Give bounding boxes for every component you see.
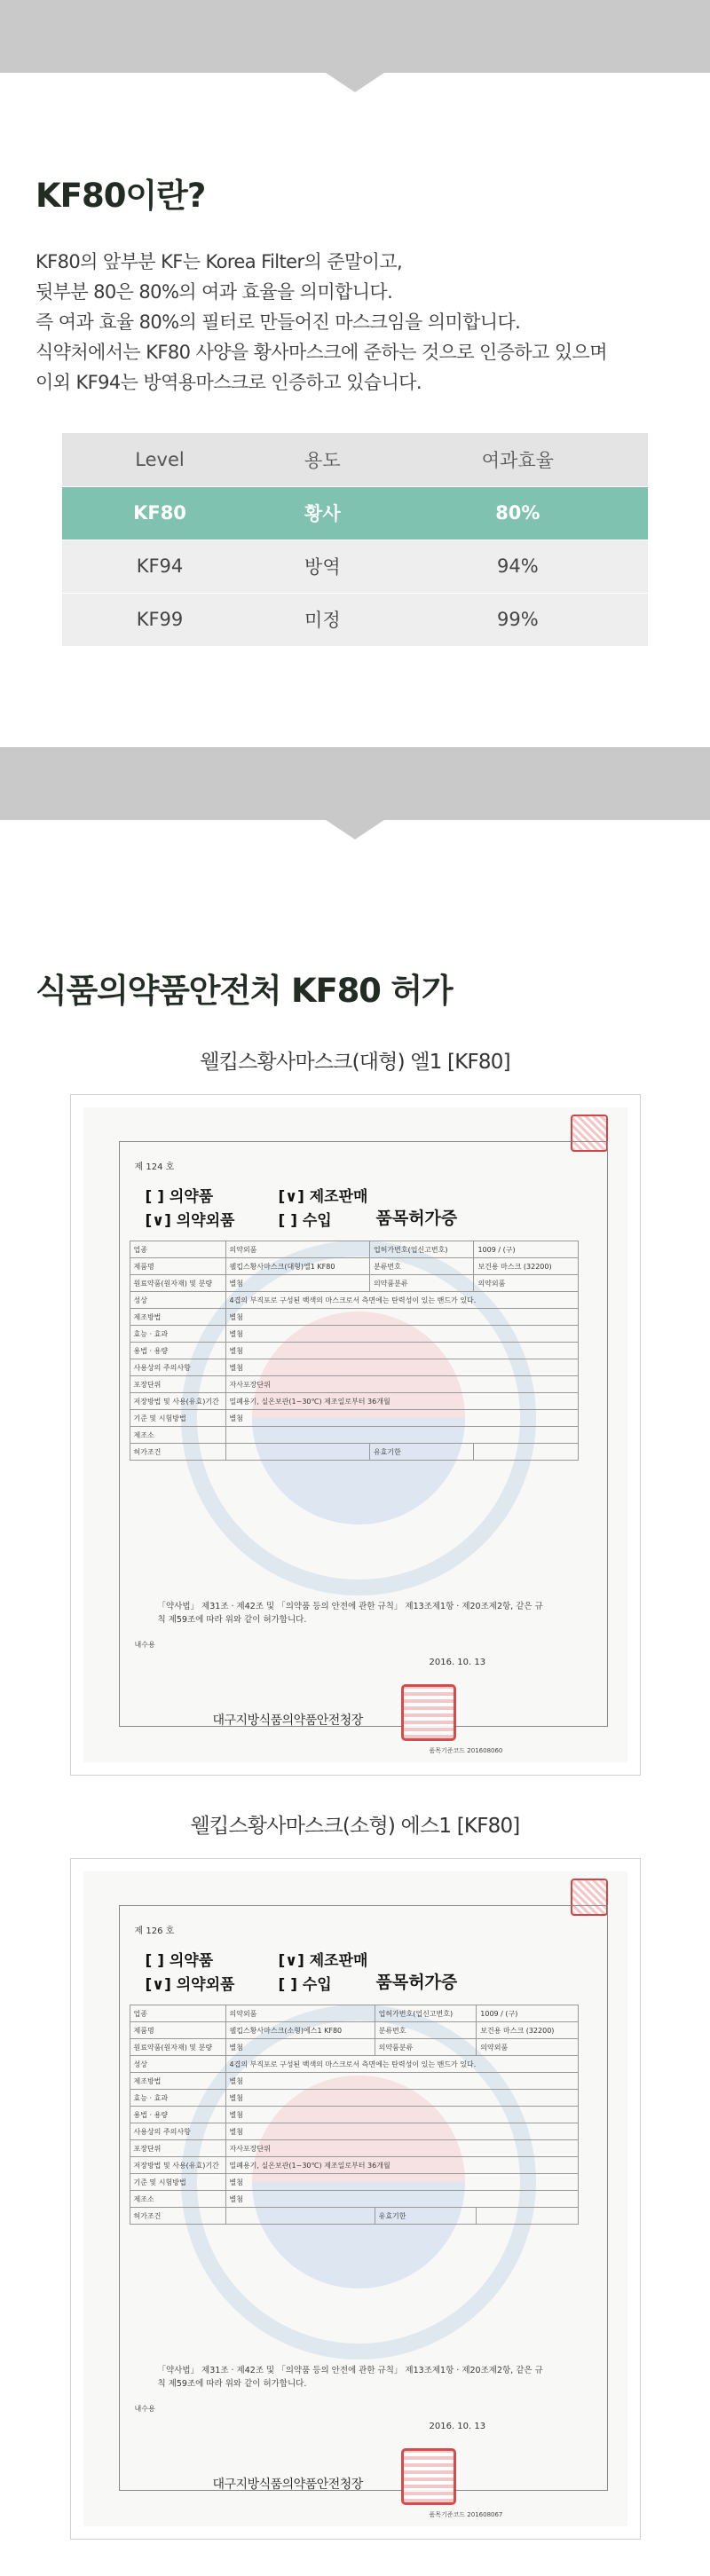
certificate-field-value (474, 1444, 578, 1461)
header-efficiency: 여과효율 (388, 433, 648, 486)
bottom-spacer (0, 2540, 710, 2566)
document-title: 품목허가증 (375, 1973, 458, 1992)
cell-level: KF80 (62, 486, 257, 540)
header-level: Level (62, 433, 257, 486)
certificate-field-value: 자사포장단위 (225, 2140, 578, 2157)
kf80-info-section (0, 73, 710, 747)
cell-efficiency: 80% (388, 486, 648, 540)
certificate-field-value (225, 1444, 369, 1461)
certificate-row (130, 1258, 578, 1275)
table-row-kf80 (62, 486, 648, 540)
cell-efficiency: 94% (388, 540, 648, 593)
certificate-field-label: 업종 (130, 2005, 225, 2022)
certificate-caption: 웰킵스황사마스크(소형) 에스1 [KF80] (190, 1815, 520, 1838)
certificate-field-label: 효능 · 효과 (130, 2090, 225, 2107)
official-stamp (401, 2448, 456, 2505)
certificate-field-value: 별첨 (225, 1309, 578, 1326)
certificate-field-value: 밀폐용기, 실온보관(1~30℃) 제조일로부터 36개월 (225, 2157, 578, 2174)
legal-text: 「약사법」 제31조 · 제42조 및 「의약품 등의 안전에 관한 규칙」 제13조제1항 · 제20조제2항, 같은 규칙 제59조에 따라 위와 같이 허가합니다. (157, 1602, 543, 1625)
certificate-field-value: 별첨 (225, 1359, 578, 1376)
certificate-frame (70, 1858, 641, 2540)
certificate-field-label: 성상 (130, 2056, 225, 2073)
check-item: [∨] 의약외품 (145, 1976, 235, 1994)
cell-use: 미정 (257, 593, 388, 646)
certificate-field-label: 용법 · 용량 (130, 1343, 225, 1359)
certificate-row (130, 1427, 578, 1444)
middle-divider-band (0, 747, 710, 820)
certificate-row (130, 1309, 578, 1326)
certificate-row (130, 2090, 578, 2107)
certificate-field-value: 의약외품 (477, 2039, 578, 2056)
certificate-field-label: 업종 (130, 1241, 225, 1258)
domestic-use-label: 내수용 (134, 1641, 155, 1649)
document-number: 제 126 호 (134, 1926, 175, 1936)
certificate-row (130, 1343, 578, 1359)
table-row-kf99 (62, 593, 648, 646)
certificate-field-label: 용법 · 용량 (130, 2107, 225, 2123)
certificate-row (130, 1410, 578, 1427)
certificate-field-value: 4겹의 부직포로 구성된 백색의 마스크로서 측면에는 탄력성이 있는 밴드가 있다. (225, 1292, 578, 1309)
certificate-document (83, 1871, 627, 2526)
approval-section (0, 820, 710, 2566)
certificate-row (130, 2039, 578, 2056)
intro-line: 즉 여과 효율 80%의 필터로 만들어진 마스크임을 의미합니다. (36, 311, 521, 333)
certificate-row (130, 2140, 578, 2157)
certificate-row (130, 1241, 578, 1258)
certificate-row (130, 1292, 578, 1309)
certificate-field-label: 사용상의 주의사항 (130, 2123, 225, 2140)
certificate-field-value: 별첨 (225, 2123, 578, 2140)
issue-date: 2016. 10. 13 (429, 2422, 486, 2431)
certificate-field-value: 별첨 (225, 2039, 375, 2056)
certificate-row (130, 1326, 578, 1343)
certificate-field-value: 밀폐용기, 실온보관(1~30℃) 제조일로부터 36개월 (225, 1393, 578, 1410)
certificate-row (130, 1359, 578, 1376)
certificate-field-value: 의약외품 (225, 1241, 369, 1258)
certificate-field-label: 제조방법 (130, 2073, 225, 2090)
kf-level-table (62, 433, 648, 647)
certificate-field-label: 원료약품(원자재) 및 분량 (130, 2039, 225, 2056)
certificate-row (130, 2157, 578, 2174)
cell-use: 황사 (257, 486, 388, 540)
certificate-table (130, 2005, 579, 2225)
certificate-field-value: 별첨 (225, 1326, 578, 1343)
certificate-row (130, 2208, 578, 2225)
issue-date: 2016. 10. 13 (429, 1658, 486, 1667)
certificate-row (130, 1376, 578, 1393)
certificate-field-label: 효능 · 효과 (130, 1326, 225, 1343)
certificate-field-label: 기준 및 시험방법 (130, 2174, 225, 2191)
check-item: [ ] 의약품 (145, 1188, 214, 1206)
item-code: 품목기준코드 201608067 (429, 2511, 503, 2518)
item-code: 품목기준코드 201608060 (429, 1747, 503, 1754)
certificate-field-value: 별첨 (225, 2107, 578, 2123)
category-checks (146, 1950, 368, 1997)
certificate-row (130, 2191, 578, 2208)
certificate-row (130, 2123, 578, 2140)
certificate-field-value: 웰킵스황사마스크(대형)엘1 KF80 (225, 1258, 369, 1275)
domestic-use-label: 내수용 (134, 2405, 155, 2413)
certificate-field-label: 의약품분류 (375, 2039, 477, 2056)
section-title: KF80이란? (36, 177, 206, 215)
certificate-field-label: 원료약품(원자재) 및 분량 (130, 1275, 225, 1292)
certificate-field-value: 별첨 (225, 1343, 578, 1359)
certificate-field-value: 별첨 (225, 2191, 578, 2208)
certificate-field-value: 별첨 (225, 2174, 578, 2191)
certificate-field-label: 저장방법 및 사용(유효)기간 (130, 1393, 225, 1410)
certificate-field-value: 웰킵스황사마스크(소형)에스1 KF80 (225, 2022, 375, 2039)
approval-title: 식품의약품안전처 KF80 허가 (36, 972, 453, 1010)
certificate-field-label: 제조소 (130, 1427, 225, 1444)
check-item: [ ] 의약품 (145, 1952, 214, 1970)
check-item: [ ] 수입 (278, 1212, 332, 1230)
certificate-row (130, 2073, 578, 2090)
certificate-field-label: 제조소 (130, 2191, 225, 2208)
table-header-row (62, 433, 648, 486)
certificate-field-label: 분류번호 (375, 2022, 477, 2039)
certificate-field-label: 허가조건 (130, 2208, 225, 2225)
certificate-field-label: 포장단위 (130, 2140, 225, 2157)
certificate-field-value: 의약외품 (225, 2005, 375, 2022)
cell-use: 방역 (257, 540, 388, 593)
intro-line: 이외 KF94는 방역용마스크로 인증하고 있습니다. (36, 372, 422, 393)
check-item: [∨] 의약외품 (145, 1212, 235, 1230)
legal-text: 「약사법」 제31조 · 제42조 및 「의약품 등의 안전에 관한 규칙」 제13조제1항 · 제20조제2항, 같은 규칙 제59조에 따라 위와 같이 허가합니다. (157, 2366, 543, 2389)
certificate-field-label: 분류번호 (369, 1258, 474, 1275)
certificate-field-label: 기준 및 시험방법 (130, 1410, 225, 1427)
certificate-caption: 웰킵스황사마스크(대형) 엘1 [KF80] (200, 1051, 510, 1074)
certificate-field-label: 업허가번호(업신고번호) (369, 1241, 474, 1258)
top-divider-band (0, 0, 710, 73)
certificate-field-value (225, 1427, 578, 1444)
certificate-field-value: 별첨 (225, 2090, 578, 2107)
certificate-row (130, 2107, 578, 2123)
certificate-field-value: 자사포장단위 (225, 1376, 578, 1393)
intro-line: KF80의 앞부분 KF는 Korea Filter의 준말이고, (36, 251, 403, 272)
certificate-field-value: 별첨 (225, 2073, 578, 2090)
certificate-row (130, 2056, 578, 2073)
table-row-kf94 (62, 540, 648, 593)
check-item: [∨] 제조판매 (278, 1188, 368, 1206)
certificate-row (130, 1444, 578, 1461)
certificate-field-label: 유효기한 (369, 1444, 474, 1461)
certificate-field-value: 1009 / (구) (477, 2005, 578, 2022)
certificate-field-value: 의약외품 (474, 1275, 578, 1292)
certificate-field-label: 제조방법 (130, 1309, 225, 1326)
document-number: 제 124 호 (134, 1162, 175, 1172)
certificate-row (130, 1393, 578, 1410)
cell-level: KF99 (62, 593, 257, 646)
certificate-field-value: 4겹의 부직포로 구성된 백색의 마스크로서 측면에는 탄력성이 있는 밴드가 있다. (225, 2056, 578, 2073)
certificate-field-label: 포장단위 (130, 1376, 225, 1393)
certificate-field-label: 의약품분류 (369, 1275, 474, 1292)
certificate-field-label: 사용상의 주의사항 (130, 1359, 225, 1376)
cell-level: KF94 (62, 540, 257, 593)
certificate-row (130, 2174, 578, 2191)
certificate-document (83, 1107, 627, 1762)
certificate-field-value (225, 2208, 375, 2225)
certificate-field-label: 유효기한 (375, 2208, 477, 2225)
certificate-row (130, 2005, 578, 2022)
check-item: [∨] 제조판매 (278, 1952, 368, 1970)
certificate-field-value: 보건용 마스크 (32200) (474, 1258, 578, 1275)
certificate-field-value: 별첨 (225, 1410, 578, 1427)
document-title: 품목허가증 (375, 1209, 458, 1228)
category-checks (146, 1186, 368, 1233)
certificate-field-value (477, 2208, 578, 2225)
header-use: 용도 (257, 433, 388, 486)
certificate-table (130, 1241, 579, 1461)
intro-text (36, 247, 674, 398)
certificate-field-value: 보건용 마스크 (32200) (477, 2022, 578, 2039)
certificate-frame (70, 1094, 641, 1776)
intro-line: 식약처에서는 KF80 사양을 황사마스크에 준하는 것으로 인증하고 있으며 (36, 342, 607, 363)
intro-line: 뒷부분 80은 80%의 여과 효율을 의미합니다. (36, 281, 393, 303)
issuer-name: 대구지방식품의약품안전청장 (212, 2478, 363, 2492)
issuer-name: 대구지방식품의약품안전청장 (212, 1713, 363, 1728)
certificate-field-label: 허가조건 (130, 1444, 225, 1461)
official-stamp (401, 1684, 456, 1741)
certificate-field-label: 저장방법 및 사용(유효)기간 (130, 2157, 225, 2174)
certificate-field-label: 제품명 (130, 2022, 225, 2039)
check-item: [ ] 수입 (278, 1976, 332, 1994)
certificate-row (130, 1275, 578, 1292)
certificate-field-value: 1009 / (구) (474, 1241, 578, 1258)
certificate-field-value: 별첨 (225, 1275, 369, 1292)
cell-efficiency: 99% (388, 593, 648, 646)
certificate-field-label: 성상 (130, 1292, 225, 1309)
certificate-field-label: 제품명 (130, 1258, 225, 1275)
certificate-field-label: 업허가번호(업신고번호) (375, 2005, 477, 2022)
certificate-row (130, 2022, 578, 2039)
